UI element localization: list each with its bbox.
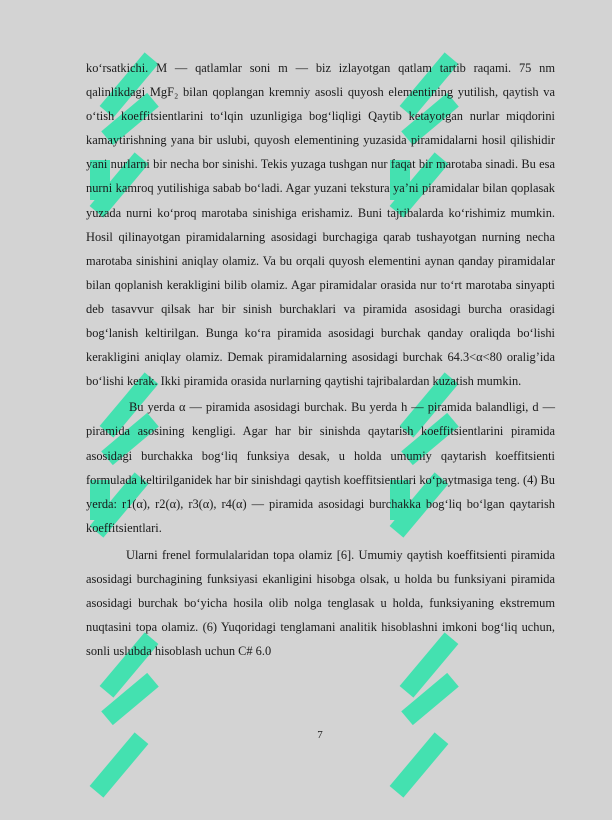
paragraph-1: koʻrsatkichi. M — qatlamlar soni m — biz izlayotgan qatlam tartib raqami. 75 nm qalinlikdagi MgF₂ bilan qoplangan kremniy asosli quyosh elementining yutilish, qaytish va oʻtish koeffitsientlarini toʻlqin uzunligiga bogʻliqligi Qaytib ketayotgan nurlar miqdorini kamaytirishning yana bir uslubi, quyosh elementining yuzasida piramidalarni hosil qilishidir yani nurlarni bir necha bor sinishi. Tekis yuzaga tushgan nur faqat bir marotaba sinadi. Bu esa nurni kamroq yutilishiga sabab boʻladi. Agar yuzani tekstura ya’ni piramidalar bilan qoplasak yuzada nurni koʻproq marotaba sinishiga erishamiz. Buni tajribalarda koʻrishimiz mumkin. Hosil qilinayotgan piramidalarning asosidagi burchagiga qarab tushayotgan nurning necha marotaba sinishini aniqlay olamiz. Va bu orqali quyosh elementini aynan qanday piramidalar bilan qoplanish kerakligini bilib olamiz. Agar piramidalar orasida nur toʻrt marotaba sinyapti deb tasavvur qilsak har bir sinish burchaklari va piramida asosidagi burcha orasidagi bogʻlanish keltirilgan. Bunga koʻra piramida asosidagi burchak qanday oraliqda boʻlishi kerakligini aniqlay olamiz. Demak piramidalarning asosidagi burchak 64.3<α<80 oralig’ida boʻlishi kerak. Ikki piramida orasida nurlarning qaytishi tajribalardan kuzatish mumkin.	[86, 61, 555, 389]
paragraph-2: Bu yerda α — piramida asosidagi burchak. Bu yerda h — piramida balandligi, d — piramida asosining kengligi. Agar har bir sinishda qaytarish koeffitsientlarini piramida asosidagi burchakka bogʻliq funksiya desak, u holda umumiy qaytarish koeffitsienti formulada keltirilganidek har bir sinishdagi qaytish koeffitsientlari koʻpaytmasiga teng. (4) Bu yerda: r1(α), r2(α), r3(α), r4(α) — piramida asosidagi burchakka bogʻliq boʻlgan qaytarish koeffitsientlari.	[86, 400, 555, 535]
paragraph-3: Ularni frenel formulalaridan topa olamiz [6]. Umumiy qaytish koeffitsienti piramida asosidagi burchagining funksiyasi ekanligini hisobga olsak, u holda bu funksiyani piramida asosidagi burchak boʻyicha hosila olib nolga tenglasak u holda, funksiyaning ekstremum nuqtasini topa olamiz. (6) Yuqoridagi tenglamani analitik hisoblashni imkoni bogʻliq uchun, sonli uslubda hisoblash uchun C# 6.0	[86, 547, 555, 659]
page-number: 7	[317, 729, 323, 741]
body-text	[86, 56, 555, 663]
